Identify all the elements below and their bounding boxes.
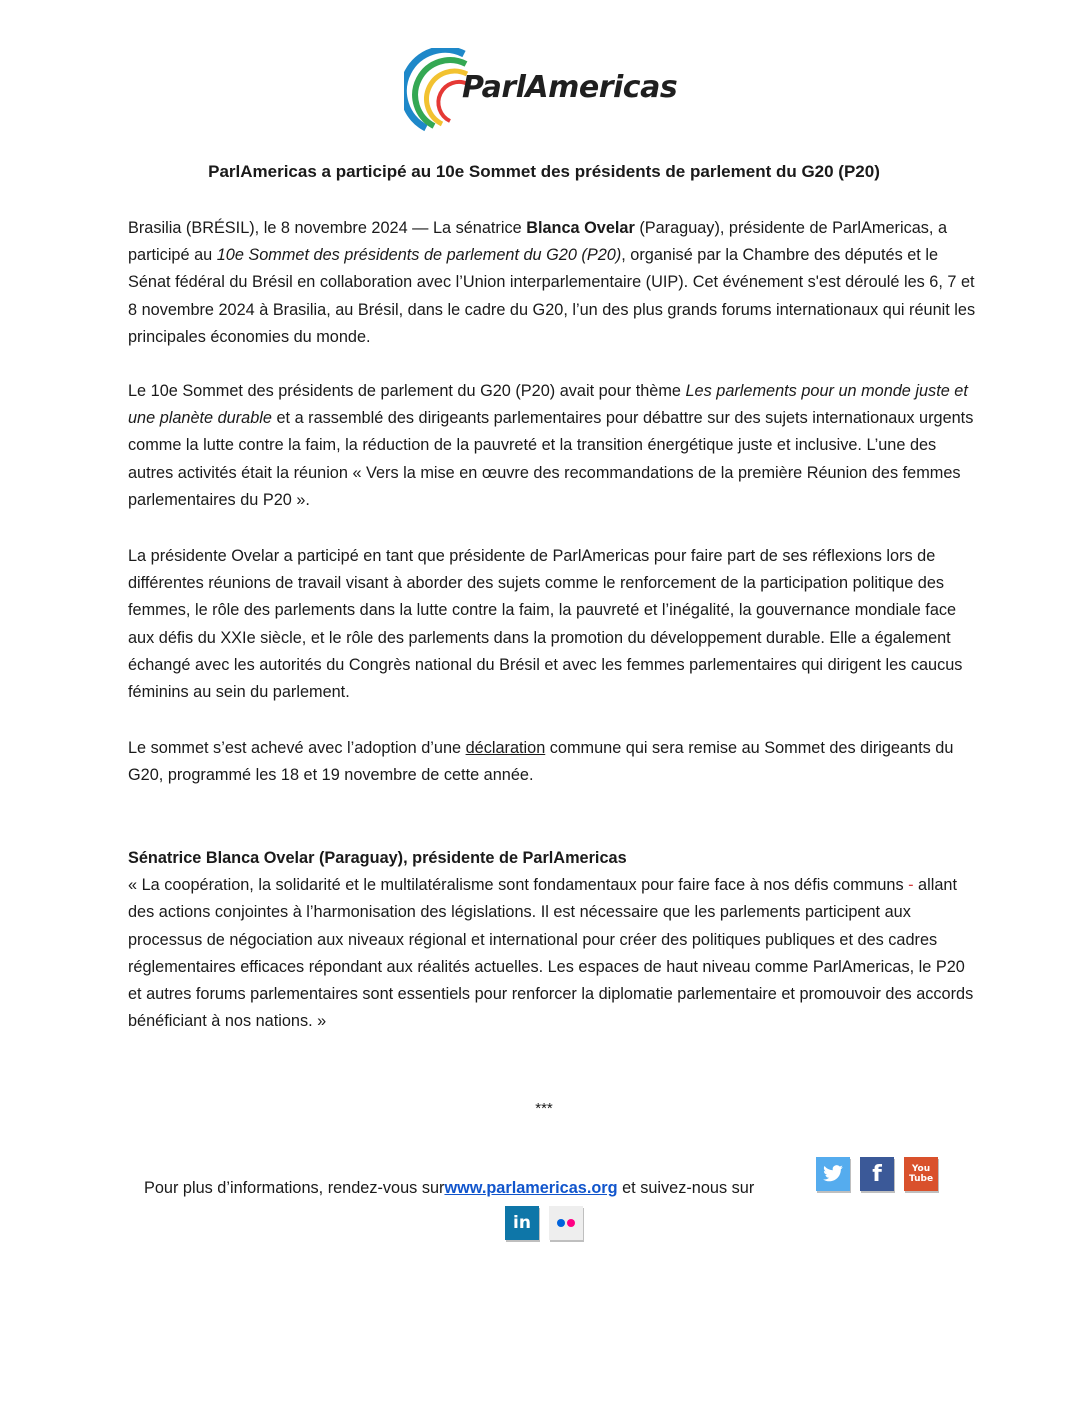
facebook-icon[interactable]: f [860,1157,894,1191]
website-link[interactable]: www.parlamericas.org [444,1179,618,1197]
paragraph-declaration: Le sommet s’est achevé avec l’adoption d’une déclaration commune qui sera remise au Sommet des dirigeants du G20, programmé les 18 et 19 novembre de cette année. [128,739,954,785]
summit-theme: Les parlements pour un monde juste et une planète durable [128,382,968,428]
page-title: ParlAmericas a participé au 10e Sommet des présidents de parlement du G20 (P20) [208,162,880,181]
parlamericas-logo [404,48,694,134]
quote-block: Sénatrice Blanca Ovelar (Paraguay), présidente de ParlAmericas « La coopération, la solidarité et le multilatéralisme sont fondamentaux pour faire face à nos défis communs - allant des actions conjointes à l’harmonisation des législations. Il est nécessaire que les parlements participent aux processus de négociation aux niveaux régional et international pour créer des politiques publiques et des cadres réglementaires efficaces répondant aux réalités actuelles. Les espaces de haut niveau comme ParlAmericas, le P20 et autres forums parlementaires sont essentiels pour renforcer la diplomatie parlementaire et promouvoir des accords bénéficiant à nos nations. » [128,845,978,1035]
event-name: 10e Sommet des présidents de parlement du G20 (P20) [216,246,622,265]
senator-name: Blanca Ovelar [526,219,635,237]
paragraph-intro: Brasilia (BRÉSIL), le 8 novembre 2024 — La sénatrice Blanca Ovelar (Paraguay), présidente de ParlAmericas, a participé au 10e Sommet des présidents de parlement du G20 (P20), organisé par la Chambre des députés et le Sénat fédéral du Brésil en collaboration avec l’Union interparlementaire (UIP). Cet événement s'est déroulé les 6, 7 et 8 novembre 2024 à Brasilia, au Brésil, dans le cadre du G20, l’un des plus grands forums internationaux qui réunit les principales économies du monde. [128,219,976,346]
declaration-link[interactable]: déclaration [465,739,546,757]
flickr-icon[interactable] [549,1206,583,1240]
separator: *** [535,1100,553,1117]
paragraph-theme: Le 10e Sommet des présidents de parlement du G20 (P20) avait pour thème Les parlements pour un monde juste et une planète durable et a rassemblé des dirigeants parlementaires pour débattre sur des sujets internationaux urgents comme la lutte contre la faim, la réduction de la pauvreté et la transition énergétique juste et inclusive. L’une des autres activités était la réunion « Vers la mise en œuvre des recommandations de la première Réunion des femmes parlementaires du P20 ». [128,382,974,509]
twitter-icon[interactable] [816,1157,850,1191]
linkedin-icon[interactable]: in [505,1206,539,1240]
quote-heading: Sénatrice Blanca Ovelar (Paraguay), présidente de ParlAmericas [128,849,627,867]
quote-dash: - [908,876,914,895]
logo-wordmark: ParlAmericas [462,70,678,105]
youtube-icon[interactable]: You Tube [904,1157,938,1191]
paragraph-participation: La présidente Ovelar a participé en tant que présidente de ParlAmericas pour faire part de ses réflexions lors de différentes réunions de travail visant à aborder des sujets comme le renforcement de la participation politique des femmes, le rôle des parlements dans la lutte contre la faim, la pauvreté et l’inégalité, la gouvernance mondiale face aux défis du XXIe siècle, et le rôle des parlements dans la promotion du développement durable. Elle a également échangé avec les autorités du Congrès national du Brésil et avec les femmes parlementaires qui dirigent les caucus féminins au sein du parlement. [128,547,963,702]
footer-text: Pour plus d’informations, rendez-vous surwww.parlamericas.org et suivez-nous sur [144,1179,755,1197]
